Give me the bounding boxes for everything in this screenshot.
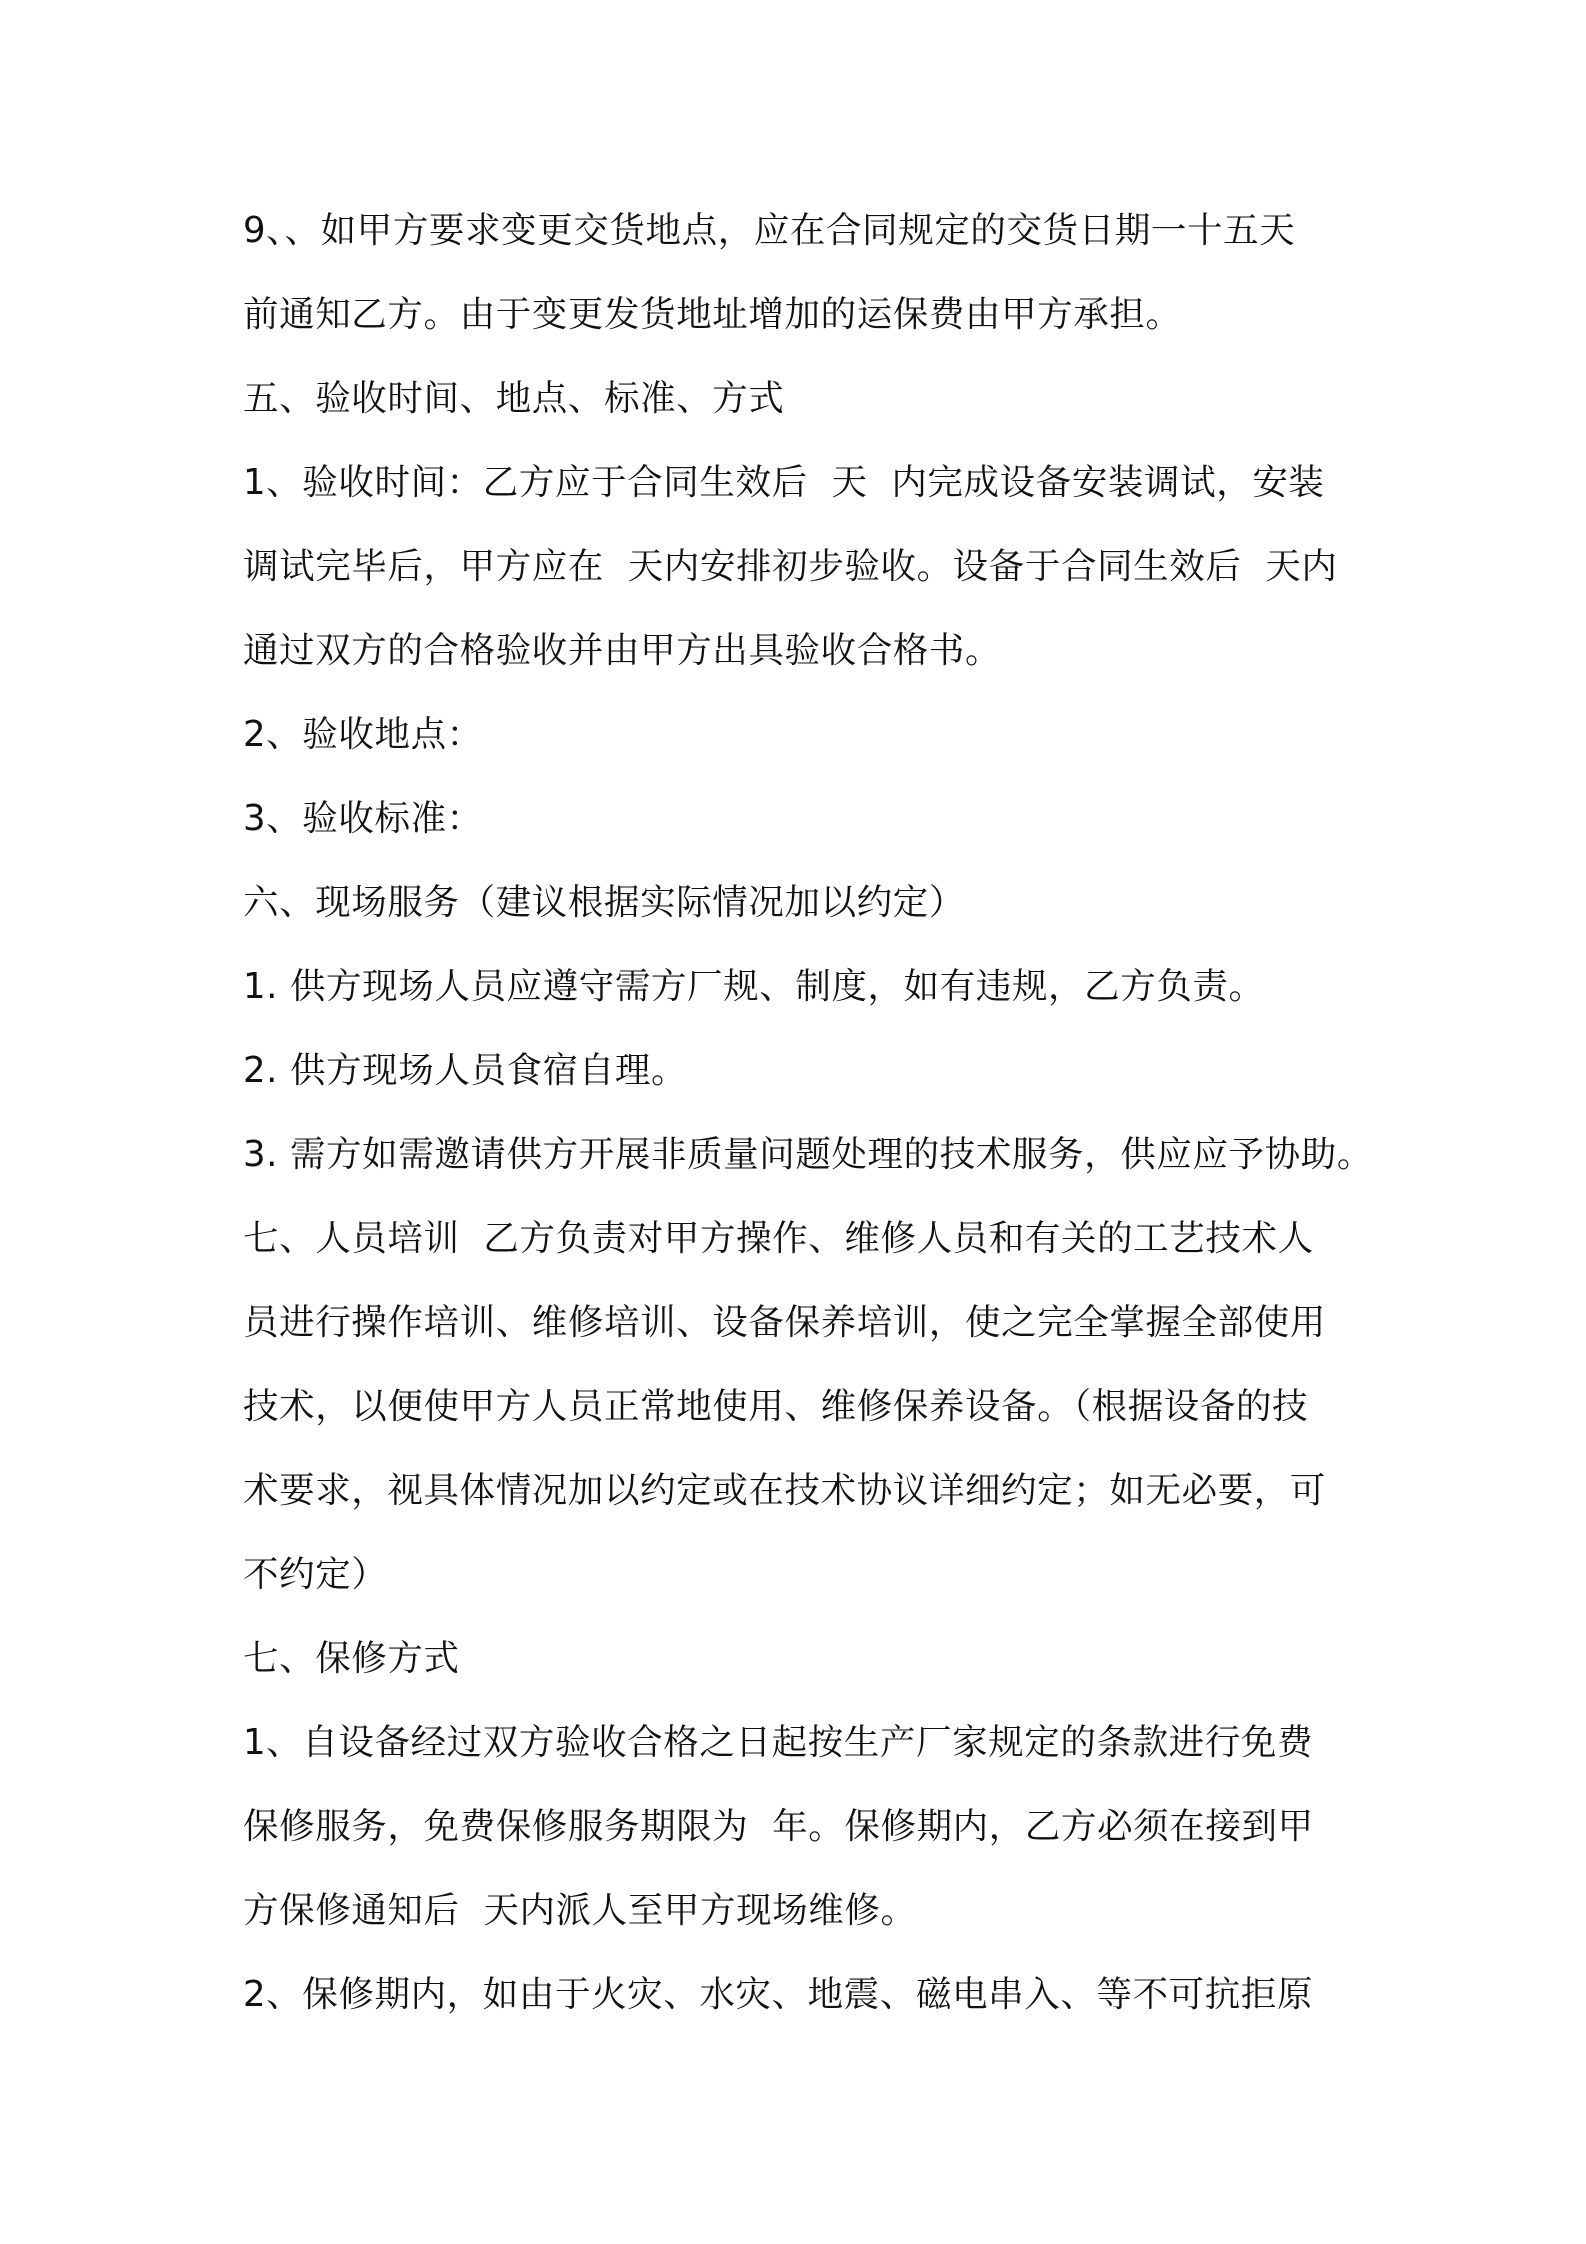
text-line: 1、自设备经过双方验收合格之日起按生产厂家规定的条款进行免费 [243,1722,1314,1763]
text-line: 9、、如甲方要求变更交货地点，应在合同规定的交货日期一十五天 [243,210,1296,251]
text-line: 不约定） [243,1554,388,1595]
text-line: 方保修通知后 天内派人至甲方现场维修。 [243,1890,917,1931]
text-line: 2. 供方现场人员食宿自理。 [243,1050,688,1091]
text-line: 调试完毕后，甲方应在 天内安排初步验收。设备于合同生效后 天内 [243,546,1338,587]
text-line: 通过双方的合格验收并由甲方出具验收合格书。 [243,630,1002,671]
section-heading: 七、人员培训 乙方负责对甲方操作、维修人员和有关的工艺技术人 [243,1218,1314,1259]
text-line: 3. 需方如需邀请供方开展非质量问题处理的技术服务，供应应予协助。 [243,1134,1373,1175]
text-line: 1. 供方现场人员应遵守需方厂规、制度，如有违规，乙方负责。 [243,966,1265,1007]
text-line: 术要求，视具体情况加以约定或在技术协议详细约定；如无必要，可 [243,1470,1327,1511]
section-heading: 六、现场服务（建议根据实际情况加以约定） [243,882,966,923]
text-line: 1、验收时间：乙方应于合同生效后 天 内完成设备安装调试，安装 [243,462,1325,503]
text-line: 保修服务，免费保修服务期限为 年。保修期内，乙方必须在接到甲 [243,1806,1314,1847]
section-heading: 五、验收时间、地点、标准、方式 [243,378,785,419]
text-line: 3、验收标准： [243,798,483,839]
text-line: 前通知乙方。由于变更发货地址增加的运保费由甲方承担。 [243,294,1182,335]
text-line: 技术，以便使甲方人员正常地使用、维修保养设备。（根据设备的技 [243,1386,1309,1427]
text-line: 2、保修期内，如由于火灾、水灾、地震、磁电串入、等不可抗拒原 [243,1974,1314,2015]
text-line: 2、验收地点： [243,714,483,755]
document-body [243,200,1383,2048]
section-heading: 七、保修方式 [243,1638,460,1679]
text-line: 员进行操作培训、维修培训、设备保养培训，使之完全掌握全部使用 [243,1302,1327,1343]
